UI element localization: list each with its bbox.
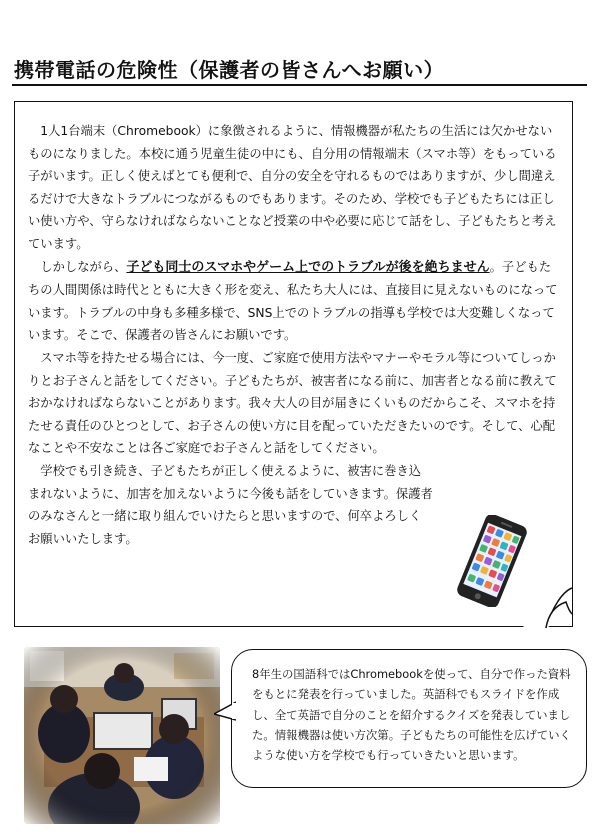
- paragraph-4-line: お願いいたします。: [28, 531, 138, 546]
- notice-paragraph-1: 1人1台端末（Chromebook）に象徴されるように、情報機器が私たちの生活には欠かせないものになりました。本校に通う児童生徒の中にも、自分用の情報端末（スマホ等）をもっている子がいます。正しく使えばとても便利で、自分の安全を守れるものではありますが、少し間違えるだけで大きなトラブルにつながるものでもあります。そのため、学校でも子どもたちには正しい使い方や、守らなければならないことなど授業の中や必要に応じて話をし、子どもたちと考えています。: [28, 124, 557, 251]
- emphasis-text: 子ども同士のスマホやゲーム上でのトラブルが後を絶ちません: [126, 259, 490, 275]
- speech-bubble-tail-icon: [214, 700, 236, 722]
- smartphone-icon: [452, 515, 532, 607]
- paragraph-2-rest: 。子どもたちの人間関係は時代とともに大きく形を変え、私たち大人には、直接目に見えないものになっています。トラブルの中身も多種多様で、SNS上でのトラブルの指導も学校では大変難しくなっています。そこで、保護者の皆さんにお願いです。: [28, 259, 558, 343]
- classroom-photo: [24, 647, 220, 824]
- photo-caption: 8年生の国語科ではChromebookを使って、自分で作った資料をもとに発表を行っていました。英語科でもスライドを作成し、全て英語で自分のことを紹介するクイズを発表していました。情報機器は使い方次第。子どもたちの可能性を広げていくような使い方を学校でも行っていきたいと思います。: [252, 667, 571, 763]
- paragraph-4-line: 学校でも引き続き、子どもたちが正しく使えるように、被害に巻き込: [28, 463, 422, 478]
- paragraph-4-line: のみなさんと一緒に取り組んでいけたらと思いますので、何卒よろしく: [28, 509, 422, 524]
- page-title: 携帯電話の危険性（保護者の皆さんへお願い）: [14, 58, 445, 82]
- notice-body: [28, 120, 558, 550]
- paragraph-4-line: まれないように、加害を加えないように今後も話をしていきます。保護者: [28, 486, 433, 501]
- notice-paragraph-2: [28, 256, 558, 347]
- title-underline: [12, 84, 587, 86]
- paragraph-2-lead: しかしながら、: [28, 259, 127, 274]
- notice-paragraph-3: スマホ等を持たせる場合には、今一度、ご家庭で使用方法やマナーやモラル等についてしっかりとお子さんと話をしてください。子どもたちが、被害者になる前に、加害者となる前に教えておかなければならないことがあります。我々大人の目が届きにくいものだからこそ、スマホを持たせる責任のひとつとして、お子さんの使い方に目を配っていただきたいのです。そして、心配なことや不安なことは各ご家庭でお子さんと話をしてください。: [28, 350, 557, 456]
